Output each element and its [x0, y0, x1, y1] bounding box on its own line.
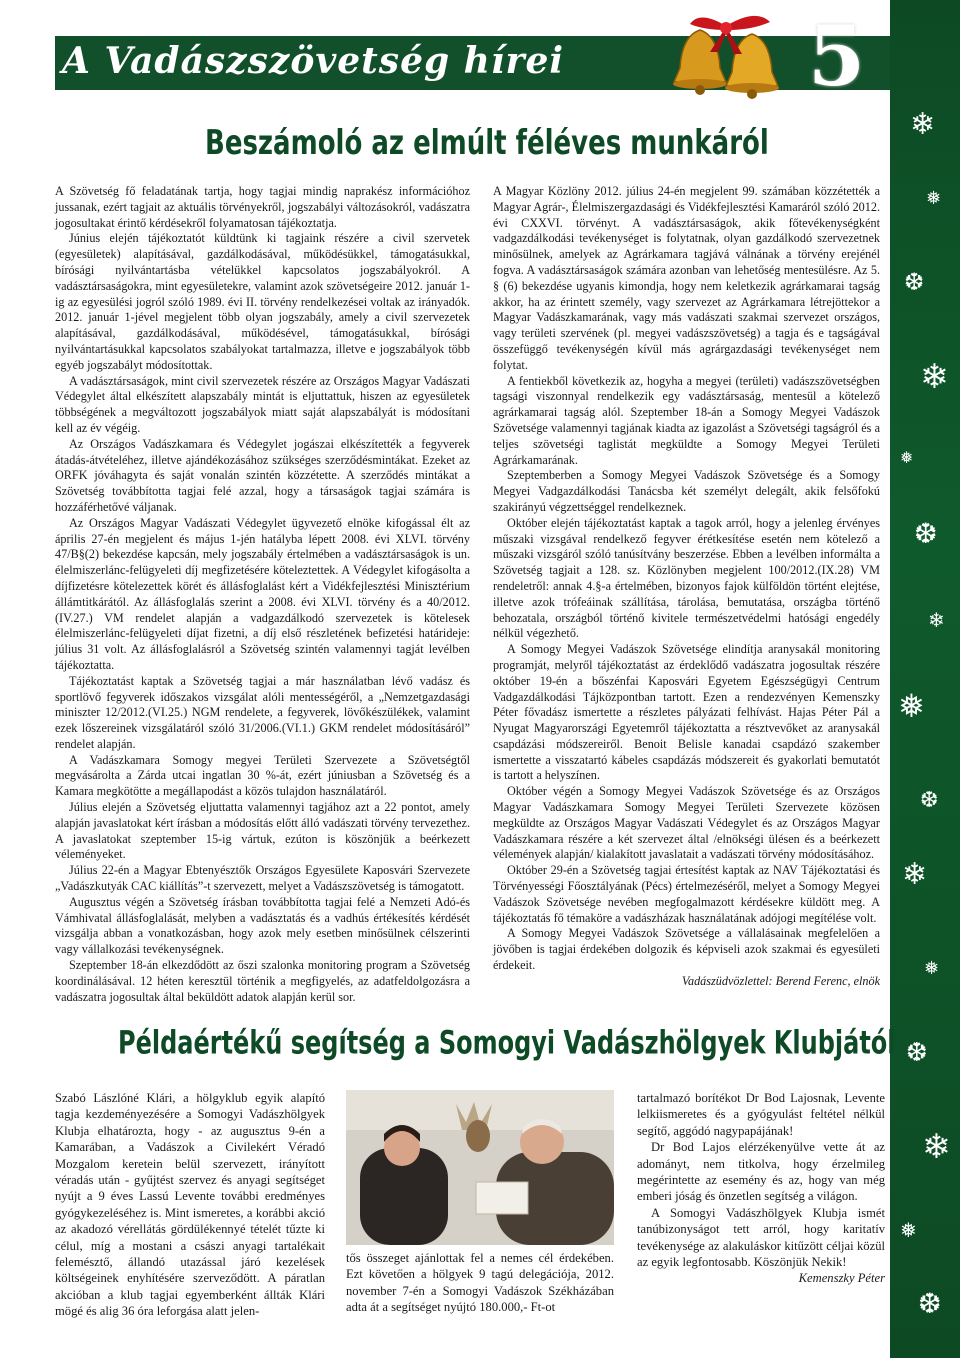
snowflake-icon: ❄	[910, 107, 936, 142]
article-right-column	[493, 184, 880, 994]
decorative-side-strip	[890, 0, 960, 1358]
section-title: A Vadászszövetség hírei	[62, 40, 565, 82]
snowflake-icon: ❅	[926, 188, 942, 209]
paragraph: Az Országos Vadászkamara és Védegylet jogászai elkészítették a fegyverek átadás-átvételéhez, illetve ajándékozásához szükséges szerződésmintákat. Ezeket az ORFK jóváhagyta és saját vonalán szintén közzétette. A szerződés mintákat a Szövetség továbbította tagjai felé azzal, hogy a társaságok tagjai számára is hozzáférhetővé váljanak.	[55, 436, 470, 514]
photo-illustration	[346, 1090, 614, 1245]
snowflake-icon: ❅	[898, 687, 925, 725]
paragraph: A Vadászkamara Somogy megyei Területi Szervezete a Szövetségtől megvásárolta a Zárda utcai ingatlan 30 %-át, ezért júniusban a Szövetség és a Kamara megkötötte a megállapodást a közös tulajdon használatáról.	[55, 752, 470, 799]
paragraph: Július elején a Szövetség eljuttatta valamennyi tagjához azt a 22 pontot, amely alapján javaslatokat kért írásban a módosítás előtt álló vadászati törvény tervezethez. A javaslatokat szeptember 15-ig vártuk, ezúton is köszönjük a beérkezett véleményeket.	[55, 800, 470, 862]
paragraph: A Szövetség fő feladatának tartja, hogy tagjai mindig naprakész információhoz jussanak, ezért tagjait az aktuális törvényekről, jogszabályi változásokról, vadászatra jogosultakat érintő kérdésekről folyamatosan tájékoztatja.	[55, 184, 470, 230]
paragraph: A Magyar Közlöny 2012. július 24-én megjelent 99. számában közzétették a Magyar Agrár-, Élelmiszergazdasági és Vidékfejlesztési Kamaráról szóló 2012. évi CXXVI. törvényt. A vadásztársaságok, akik főtevékenységként vadgazdálkodási tevékenységet is folytatnak, olyan gazdálkodó szervezetnek minősülnek, amelyek az Agrárkamara tagjává válnának a törvény erejénél fogva. A vadásztársaságok számára azonban van lehetőség mentesülésre. Az 5. § (6) bekezdése ugyanis kimondja, hogy nem keletkezik agrárkamarai tagság akkor, ha az érintett személy, vagy szervezet az Agrárkamara létrejöttekor a Magyar Vadászkamarának, vagy más vadászati szakmai szervezet országos, vagy területi szervének (pl. megyei vadászszövetség) a tagja és e tagságával összefüggő tevékenységén kívül más agrárgazdasági tevékenységet nem folytat.	[493, 184, 880, 372]
article-headline: Példaértékű segítség a Somogyi Vadászhölgyek Klubjától	[118, 1024, 896, 1062]
paragraph: A vadásztársaságok, mint civil szervezetek részére az Országos Magyar Vadászati Védegylet által elkészített alapszabály mintát is eljuttattuk, hiszen az egyesületek többségének a megváltozott jogszabályok miatt saját alapszabályát is módosítani kell az év végéig.	[55, 373, 470, 435]
paragraph: A Somogy Megyei Vadászok Szövetsége a vállalásainak megfelelően a jövőben is tagjai érdekében dolgozik és képviseli azok szakmai és egyesületi érdekeit.	[493, 926, 880, 973]
paragraph: Szeptemberben a Somogy Megyei Vadászok Szövetsége és a Somogy Megyei Vadgazdálkodási Tanácsba két személyt delegált, akik felsőfokú szakirányú végzettséggel rendelkeznek.	[493, 468, 880, 514]
paragraph: A Somogy Megyei Vadászok Szövetsége elindítja aranysakál monitoring programját, melyről tájékoztatást az érdeklődő vadászatra jogosultak részére október 19-én a bőszénfai Kaposvári Egyetem Egészségügyi Centrum Vadgazdálkodási Tájközpontban tartott. Ezen a rendezvényen Kemenszky Péter fővadász ismertette a részletes pályázati felhívást. Hajas Péter Pál a Nyugat Magyarországi Egyetemről tájékoztatta a résztvevőket az aranysakál csapdázási módszereiről. Benoit Belisle kanadai csapdázó szakember ismertette a visszatartó kábeles csapdázás módszereit és gyakorlati bemutatót is tartott a helyszínen.	[493, 642, 880, 783]
paragraph: tartalmazó borítékot Dr Bod Lajosnak, Levente lelkiismeretes és a gyógyulást feltétel nélkül segítő, aggódó nagypapájának!	[637, 1091, 885, 1138]
article-middle-column	[346, 1250, 614, 1316]
article-credit: Kemenszky Péter	[798, 1271, 885, 1286]
page-banner	[0, 0, 960, 110]
snowflake-icon: ❆	[920, 788, 939, 813]
paragraph: Az Országos Magyar Vadászati Védegylet ügyvezető elnöke kifogással élt az április 27-én megjelent és május 1-jén hatályba lépett 2008. évi XLVI. törvény 47/B§(2) bekezdése kapcsán, mely jogszabály értelmében a vadásztársaságok is un. élelmiszerlánc-felügyeleti díj megfizetésére köteleztettek. A Védegylet kifogásolta a díjfizetésre kötelezettek körét és állásfoglalást kért a Vidékfejlesztési Minisztérium állámtitkárától. Az állásfoglalás szerint a 2008. évi XLVI. törvény és a 40/2012. (IV.27.) VM rendelet alapján a vadgazdálkodó szervezetek is kötelesek élelmiszerlánc-felügyeleti díjat fizetni, a díj első részletének befizetési határideje: július 31 volt. Az állásfoglalásról a Szövetség szintén valamennyi tagját levélben tájékoztatta.	[55, 515, 470, 672]
paragraph: Augusztus végén a Szövetség írásban továbbította tagjai felé a Nemzeti Adó-és Vámhivatal állásfoglalását, melyben a vadásztatás és a vadhús értékesítés kérdését vizsgálja abban a vonatkozásban, hogy azok mely esetben minősülnek célszerinti vagy vállalkozási tevékenységnek.	[55, 894, 470, 957]
snowflake-icon: ❆	[914, 517, 938, 550]
snowflake-icon: ❄	[928, 608, 945, 632]
paragraph: A Somogyi Vadászhölgyek Klubja ismét tanúbizonyságot tett arról, hogy karitatív tevékenysége az alakuláskor kitűzött céljai közül az egyik legfontosabb. Köszönjük Nekik!	[637, 1205, 885, 1270]
snowflake-icon: ❄	[902, 857, 928, 892]
paragraph: Szeptember 18-án elkezdődött az őszi szalonka monitoring program a Szövetség koordinálásával. 12 héten keresztül történik a megfigyelés, az adatfeldolgozásra a vadászatra jogosultak által beküldött adatok alapján kerül sor.	[55, 958, 470, 1004]
article-right-column	[637, 1090, 885, 1322]
paragraph: Október 29-én a Szövetség tagjai értesítést kaptak az NAV Tájékoztatási és Törvényességi Főosztályának (Pécs) értelmezéséről, melyet a Somogy Megyei Vadászok Szövetsége nevében megfogalmazott kérdésekre küldött meg. A tájékoztatás fő témaköre a vadászházak használatának adójogi megítélése volt.	[493, 863, 880, 925]
snowflake-icon: ❅	[900, 448, 914, 467]
snowflake-icon: ❅	[924, 958, 940, 979]
snowflake-icon: ❆	[906, 1038, 928, 1068]
page-number: 5	[808, 9, 866, 105]
snowflake-icon: ❄	[920, 357, 949, 397]
snowflake-icon: ❆	[904, 268, 925, 296]
event-photo	[346, 1090, 614, 1245]
paragraph: Június elején tájékoztatót küldtünk ki tagjaink részére a civil szervetek (egyesületek) alapításával, gazdálkodásával, működésükkel, támogatásukkal, bírósági nyilvántartásba vételükkel kapcsolatos jogszabályokról. A vadásztársaságokra, mint egyesületekre, valamint azok szövetségeire 2012. január 1-ig az egyesülési jogról szóló 1989. évi II. törvény rendelkezései voltak az irányadók. 2012. január 1-jével megjelent több olyan jogszabály, amely a civil szervezetek alapításával, gazdálkodásával, működésével, támogatásukkal, bírósági nyilvántartásukkal kapcsolatos szabályokat tartalmazza, illetve e jogszabályok több egyéb jogszabályt módosítottak.	[55, 231, 470, 372]
article-left-column	[55, 1090, 325, 1318]
article-credit: Vadászüdvözlettel: Berend Ferenc, elnök	[681, 973, 880, 988]
paragraph: tős összeget ajánlottak fel a nemes cél érdekében. Ezt követően a hölgyek 9 tagú delegációja, 2012. november 7-én a Somogyi Vadászok Székházában adta át a segítséget nyújtó 180.000,- Ft-ot	[346, 1251, 614, 1315]
paragraph: Tájékoztatást kaptak a Szövetség tagjai a már használatban lévő vadász és sportlövő fegyverek időszakos vizsgálat alóli mentességéről, a „Nemzetgazdasági miniszter 12/2012.(VI.25.) NGM rendelete, a fegyverek, lövőkészülékek, valamint ezek lőszereinek vizsgálatáról szóló 31/2006.(VI.1.) GKM rendelet módosításáról” rendelet alapján.	[55, 673, 470, 751]
paragraph: A fentiekből következik az, hogyha a megyei (területi) vadászszövetségben tagsági viszonnyal rendelkezik egy vadásztársaság, mentesül a kötelező agrárkamarai tagság alól. Szeptember 18-án a Somogy Megyei Vadászok Szövetsége valamennyi tagjának kiadta az igazolást a Szövetségi tagságról és a teljes szövetségi taglistát megküldte a Somogy Megyei Területi Agrárkamarának.	[493, 373, 880, 467]
article-headline: Beszámoló az elmúlt féléves munkáról	[205, 124, 769, 163]
christmas-bells-icon	[660, 8, 810, 108]
paragraph: Július 22-én a Magyar Ebtenyésztők Országos Egyesülete Kaposvári Szervezete „Vadászkutyák CAC kiállítás”-t szervezett, melyet a Vadászszövetség is támogatott.	[55, 863, 470, 894]
paragraph: Szabó Lászlóné Klári, a hölgyklub egyik alapító tagja kezdeményezésére a Somogyi Vadászhölgyek Klubja elhatározta, hogy - az augusztus 9-én a Kamarában, a Vadászok a Civilekért Véradó Mozgalom keretein belül szervezett, irányított véradás után - gyűjtést szervez és anyagi segítséget nyújt a 9 éves Lassú Levente további eredményes gyógykezeléséhez is. Mint ismeretes, a korábbi akció az akadozó vérellátás gördülékennyé tételét tűzte ki célul, míg a mostani a császi anyagi tartalékait felemésztő, állandó utazással járó kezelések költségeinek enyhítésére szerveződött. A páratlan akcióban a klub tagjai egyemberként állták Klári mögé és alig 36 óra leforgása alatt jelen-	[55, 1091, 325, 1319]
snowflake-icon: ❅	[900, 1218, 917, 1242]
paragraph: Dr Bod Lajos elérzékenyülve vette át az adományt, nem titkolva, hogy érzelmileg megérintette az esemény és az, hogy van még emberi jóság és önzetlen segítség a világon.	[637, 1140, 885, 1204]
paragraph: Október végén a Somogy Megyei Vadászok Szövetsége és az Országos Magyar Vadászkamara Somogy Megyei Területi Szervezete közösen megküldte az Országos Magyar Vadászati Védegylet és az Országos Magyar Vadászkamara részére a két szervezet által /elnökségi ülésen és a beérkezett vélemények alapján/ kialakított javaslatait a vadászati törvény módosításához.	[493, 784, 880, 862]
snowflake-icon: ❆	[918, 1287, 942, 1320]
paragraph: Október elején tájékoztatást kaptak a tagok arról, hogy a jelenleg érvényes műszaki vizsgával rendelkező fegyver érétkesítése esetén nem kötelező a műszaki vizsgáról szóló tanúsítvány beszerzése. Ebben a levélben informálta a Szövetség tagjait a 128. sz. Közlönyben megjelent 100/2012.(IX.28) VM rendeletről: annak 4.§-a értelmében, bizonyos fajok külföldön történt elejtése, illetve azok trófeáinak szállítása, tárolása, bemutatása, országba történő behozatala, országból történő kivitele természetvédelmi hatósági engedély nélkül végezhető.	[493, 515, 880, 641]
article-left-column	[55, 184, 470, 1004]
snowflake-icon: ❄	[922, 1127, 951, 1167]
